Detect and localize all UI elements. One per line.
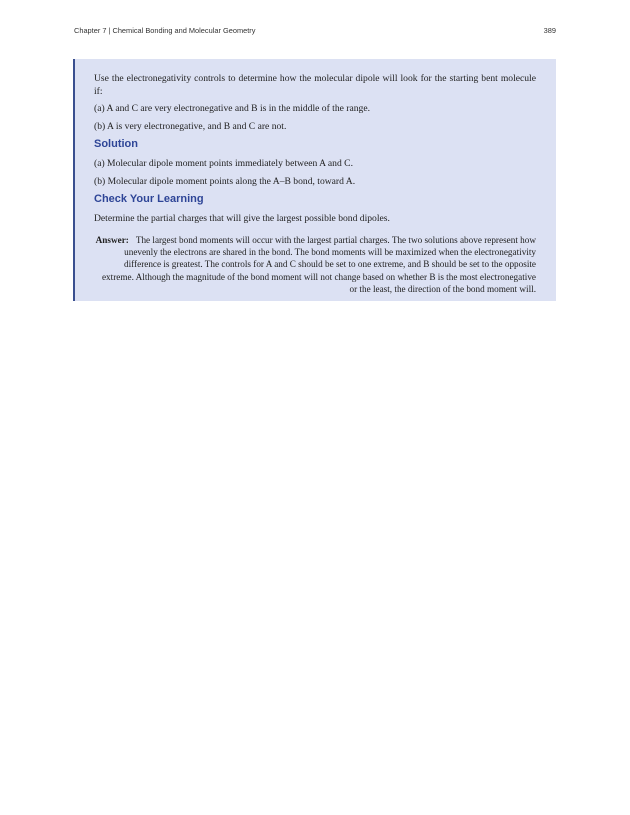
solution-a: (a) Molecular dipole moment points immediately between A and C.: [94, 158, 353, 169]
chapter-title: Chapter 7 | Chemical Bonding and Molecular Geometry: [74, 26, 256, 35]
question-a: (a) A and C are very electronegative and B is in the middle of the range.: [94, 103, 370, 114]
question-b: (b) A is very electronegative, and B and C are not.: [94, 120, 287, 132]
solution-b: (b) Molecular dipole moment points along the A–B bond, toward A.: [94, 175, 356, 187]
check-question: Determine the partial charges that will give the largest possible bond dipoles.: [94, 213, 390, 224]
page-number: 389: [543, 26, 556, 35]
answer-block: [94, 234, 536, 296]
running-header: [74, 26, 556, 38]
answer-label: Answer:: [95, 234, 129, 245]
check-your-learning-heading: Check Your Learning: [94, 193, 204, 205]
solution-heading: Solution: [94, 138, 138, 150]
example-box: [73, 59, 556, 301]
answer-text: The largest bond moments will occur with the largest partial charges. The two solutions above represent how unevenly the electrons are shared in the bond. The bond moments will be maximized when the electronegativity difference is greatest. The controls for A and C should be set to one extreme, and B should be set to the opposite extreme. Although the magnitude of the bond moment will not change based on whether B is the most electronegative or the least, the direction of the bond moment will.: [101, 234, 536, 295]
example-intro: Use the electronegativity controls to determine how the molecular dipole will look for the starting bent molecule if:: [94, 73, 536, 97]
